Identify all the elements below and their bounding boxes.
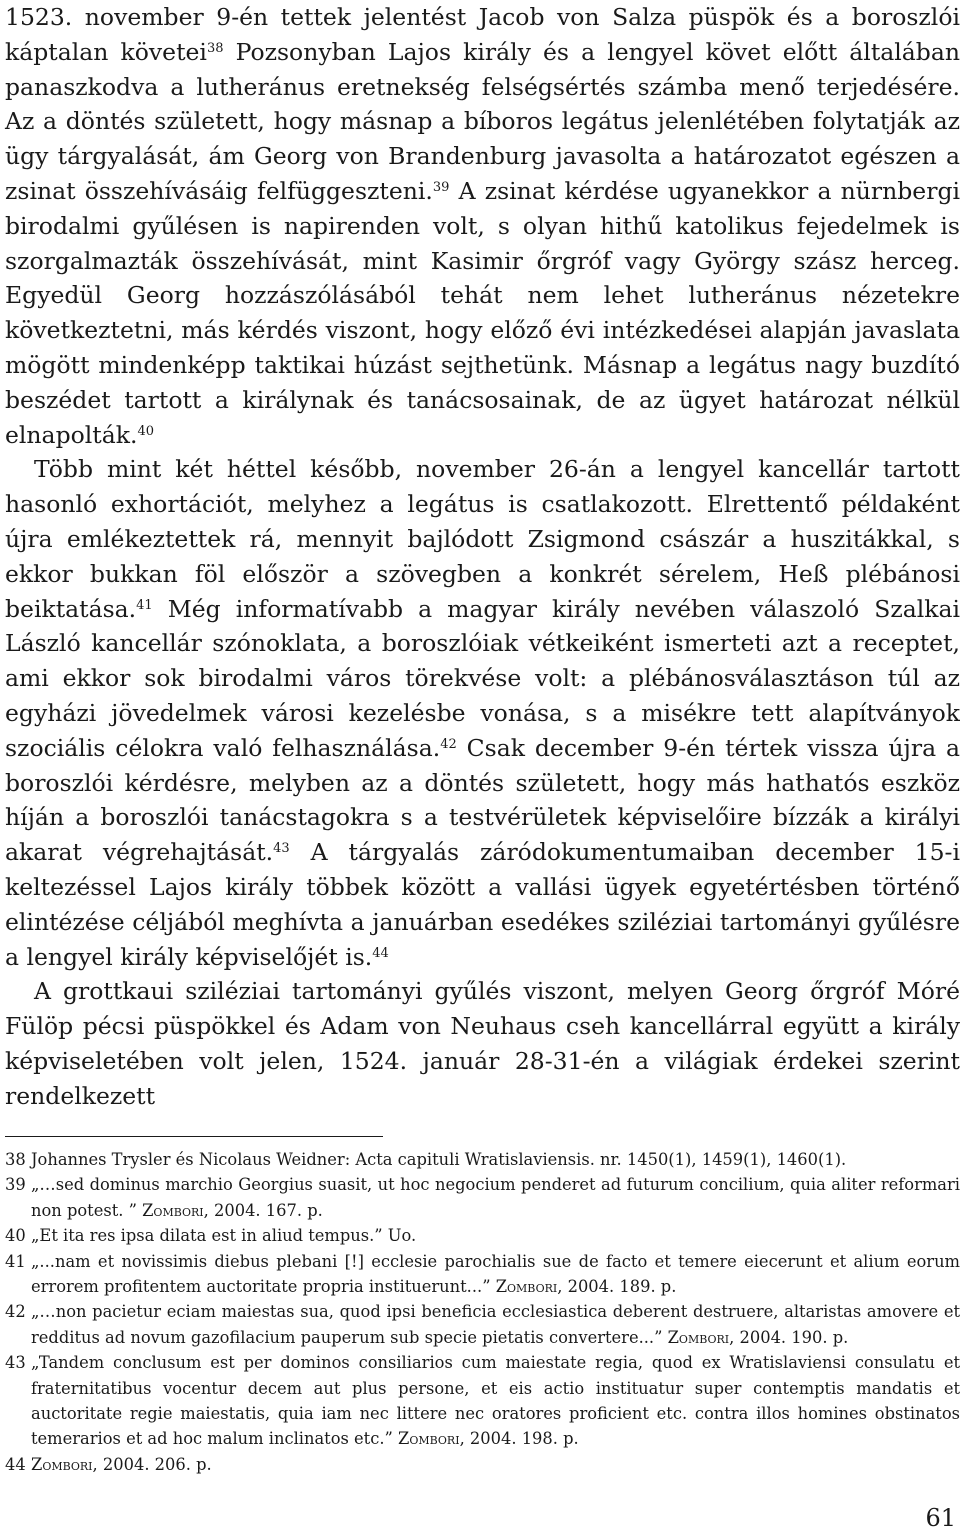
paragraph-2 bbox=[5, 452, 960, 974]
footnote-40 bbox=[5, 1223, 960, 1248]
footnote-ref-38[interactable]: 38 bbox=[206, 41, 224, 56]
footnote-text bbox=[31, 1452, 960, 1477]
footnote-ref-43[interactable]: 43 bbox=[273, 841, 290, 857]
footnote-author: Zombori bbox=[495, 1277, 558, 1297]
footnote-cite: , 2004. 190. p. bbox=[729, 1327, 849, 1347]
footnote-separator bbox=[5, 1136, 383, 1137]
footnote-39 bbox=[5, 1172, 960, 1223]
paragraph-text: Több mint két héttel később, november 26-án a lengyel kancellár tartott hasonló exhortációt, melyhez a legátus is csatlakozott. Elrettentő példaként újra emlékeztettek rá, mennyit bajlódott Zsigmond császár a huszitákkal, s ekkor bukkan föl először a szövegben a konkrét sérelem, Heß plébánosi beiktatása. bbox=[5, 455, 960, 623]
paragraph-text: A tárgyalás záródokumentumaiban december 15-i keltezéssel Lajos király többek között a vallási ügyek egyetértésben történő elintézése céljából meghívta a januárban esedékes sziléziai tartományi gyűlésre a lengyel király képviselőjét is. bbox=[5, 838, 960, 971]
paragraph-text: A grottkaui sziléziai tartományi gyűlés viszont, melyen Georg őrgróf Móré Fülöp pécsi püspökkel és Adam von Neuhaus cseh kancellárral együtt a király képviseletében volt jelen, 1524. január 28-31-én a világiak érdekei szerint rendelkezett bbox=[5, 977, 960, 1110]
paragraph-text: Pozsonyban Lajos király és a lengyel követ előtt általában panaszkodva a lutheránus eretnekség felségsértés számba menő terjedésére. Az a döntés született, hogy másnap a bíboros legátus jelenlétében folytatják az ügy tárgyalását, ám Georg von Brandenburg javasolta a határozatot egészen a zsinat összehívásáig felfüggeszteni. bbox=[5, 37, 960, 205]
paragraph-text: Még informatívabb a magyar király nevében válaszoló Szalkai László kancellár szónoklata, a boroszlóiak vétkeiként ismerteti azt a receptet, ami ekkor sok birodalmi város törekvése volt: a plébánosválasztáson túl az egyházi jövedelmek városi kezelésbe vonása, s a misékre tett alapítványok szociális célokra való felhasználása. bbox=[5, 594, 960, 762]
main-text bbox=[5, 0, 960, 1114]
footnote-ref-42[interactable]: 42 bbox=[440, 736, 457, 752]
footnote-number: 38 bbox=[5, 1150, 26, 1169]
footnote-number: 43 bbox=[5, 1353, 26, 1373]
footnote-cite: , 2004. 189. p. bbox=[557, 1277, 677, 1297]
footnote-author: Zombori bbox=[31, 1454, 93, 1474]
footnote-cite: , 2004. 167. p. bbox=[203, 1200, 323, 1220]
footnote-text bbox=[31, 1223, 960, 1248]
footnote-number: 40 bbox=[5, 1226, 26, 1246]
paragraph-text: 1523. november 9-én tettek jelentést Jacob von Salza püspök és a boroszlói káptalan követei bbox=[5, 3, 960, 66]
footnote-41 bbox=[5, 1249, 960, 1300]
page-number: 61 bbox=[925, 1504, 956, 1532]
footnote-text bbox=[31, 1249, 960, 1300]
footnote-cite: , 2004. 206. p. bbox=[92, 1454, 212, 1474]
footnote-body: „...nam et novissimis diebus plebani [!] ecclesie parochialis sue de facto et temere eiecerunt et alium eorum errorem profitentem auctoritate propria instituerunt...” bbox=[31, 1251, 960, 1297]
footnote-body: „…sed dominus marchio Georgius suasit, ut hoc negocium penderet ad futurum concilium, quia aliter reformari non potest. ” bbox=[31, 1175, 960, 1220]
footnote-38 bbox=[5, 1147, 960, 1172]
footnote-body: „Et ita res ipsa dilata est in aliud tempus.” Uo. bbox=[31, 1226, 417, 1246]
footnote-author: Zombori bbox=[142, 1200, 204, 1220]
footnote-number: 39 bbox=[5, 1175, 26, 1195]
footnote-cite: , 2004. 198. p. bbox=[459, 1429, 579, 1449]
footnote-ref-44[interactable]: 44 bbox=[372, 945, 389, 961]
footnote-text bbox=[31, 1147, 960, 1172]
paragraph-text: Csak december 9-én tértek vissza újra a boroszlói kérdésre, melyben az a döntés született, hogy más hathatós eszköz híján a boroszlói tanácstagokra s a testvérületek képviselőire bízzák a királyi akarat végrehajtását. bbox=[5, 733, 960, 867]
paragraph-3 bbox=[5, 974, 960, 1113]
paragraph-1 bbox=[5, 0, 960, 452]
footnote-body: „Tandem conclusum est per dominos consiliarios cum maiestate regia, quod ex Wratislaviensi consulatu et fraternitatibus vocentur decem aut plus persone, et eis actio instituatur super contemptis mandatis et auctoritate regie maiestatis, quia iam nec littere nec oratores proficient etc. contra illos homines obstinatos temerarios et ad hoc malum inclinatos etc.” bbox=[31, 1353, 960, 1449]
footnote-text bbox=[31, 1172, 960, 1223]
footnotes bbox=[5, 1147, 960, 1477]
footnote-number: 41 bbox=[5, 1251, 26, 1271]
footnote-ref-40[interactable]: 40 bbox=[137, 423, 154, 439]
footnote-43 bbox=[5, 1350, 960, 1452]
footnote-body: Johannes Trysler és Nicolaus Weidner: Acta capituli Wratislaviensis. nr. 1450(1), 1459(1), 1460(1). bbox=[31, 1150, 847, 1169]
footnote-text bbox=[31, 1299, 960, 1350]
footnote-author: Zombori bbox=[398, 1429, 460, 1449]
footnote-44 bbox=[5, 1452, 960, 1477]
footnote-ref-41[interactable]: 41 bbox=[136, 597, 153, 613]
footnote-body: „…non pacietur eciam maiestas sua, quod ipsi beneficia ecclesiastica deberent destruere, altaristas amovere et redditus ad novum gazofilacium pauperum sub specie pietatis convertere...” bbox=[31, 1302, 960, 1347]
footnote-42 bbox=[5, 1299, 960, 1350]
footnote-author: Zombori bbox=[667, 1327, 730, 1347]
footnote-ref-39[interactable]: 39 bbox=[432, 180, 450, 196]
footnote-text bbox=[31, 1350, 960, 1452]
paragraph-text: A zsinat kérdése ugyanekkor a nürnbergi birodalmi gyűlésen is napirenden volt, s olyan hithű katolikus fejedelmek is szorgalmazták összehívását, mint Kasimir őrgróf vagy György szász herceg. Egyedül Georg hozzászólásából tehát nem lehet lutheránus nézetekre következtetni, más kérdés viszont, hogy előző évi intézkedései alapján javaslata mögött mindenképp taktikai húzást sejthetünk. Másnap a legátus nagy buzdító beszédet tartott a királynak és tanácsosainak, de az ügyet határozat nélkül elnapolták. bbox=[5, 176, 960, 449]
footnote-number: 44 bbox=[5, 1454, 26, 1474]
footnote-number: 42 bbox=[5, 1302, 26, 1322]
